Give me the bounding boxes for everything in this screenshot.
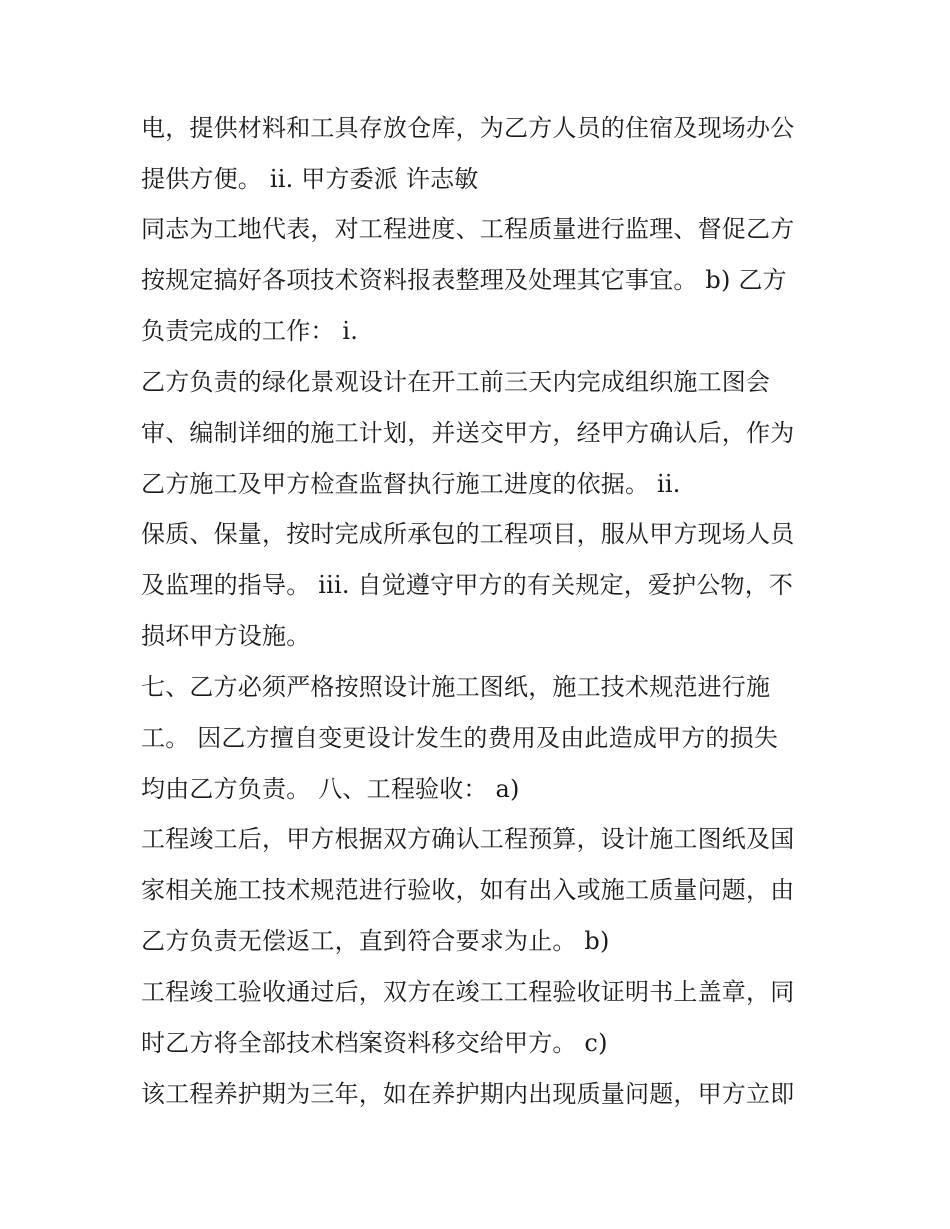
text-line-1: 电，提供材料和工具存放仓库，为乙方人员的住宿及现场办公 [141, 114, 795, 142]
text-line-11: 损坏甲方设施。 [141, 622, 311, 650]
text-line-15: 工程竣工后，甲方根据双方确认工程预算，设计施工图纸及国 [141, 825, 795, 853]
text-line-12: 七、乙方必须严格按照设计施工图纸，施工技术规范进行施 [141, 673, 771, 701]
text-line-4: 按规定搞好各项技术资料报表整理及处理其它事宜。 b) 乙方 [141, 266, 787, 294]
text-line-7: 审、编制详细的施工计划，并送交甲方，经甲方确认后，作为 [141, 419, 795, 447]
text-line-3: 同志为工地代表，对工程进度、工程质量进行监理、督促乙方 [141, 215, 795, 243]
text-line-8: 乙方施工及甲方检查监督执行施工进度的依据。 ii. [141, 470, 681, 498]
text-line-20: 该工程养护期为三年，如在养护期内出现质量问题，甲方立即 [141, 1080, 795, 1108]
text-line-16: 家相关施工技术规范进行验收，如有出入或施工质量问题，由 [141, 876, 795, 904]
text-line-10: 及监理的指导。 iii. 自觉遵守甲方的有关规定，爱护公物，不 [141, 571, 794, 599]
text-line-19: 时乙方将全部技术档案资料移交给甲方。 c) [141, 1029, 608, 1057]
text-line-13: 工。 因乙方擅自变更设计发生的费用及由此造成甲方的损失 [141, 724, 779, 752]
text-line-2: 提供方便。 ii. 甲方委派 许志敏 [141, 165, 479, 193]
text-line-5: 负责完成的工作： i. [141, 317, 359, 345]
text-line-18: 工程竣工验收通过后，双方在竣工工程验收证明书上盖章，同 [141, 978, 795, 1006]
text-line-6: 乙方负责的绿化景观设计在开工前三天内完成组织施工图会 [141, 368, 771, 396]
text-line-17: 乙方负责无偿返工，直到符合要求为止。 b) [141, 927, 610, 955]
text-line-9: 保质、保量，按时完成所承包的工程项目，服从甲方现场人员 [141, 520, 795, 548]
text-line-14: 均由乙方负责。 八、工程验收： a) [141, 775, 520, 803]
